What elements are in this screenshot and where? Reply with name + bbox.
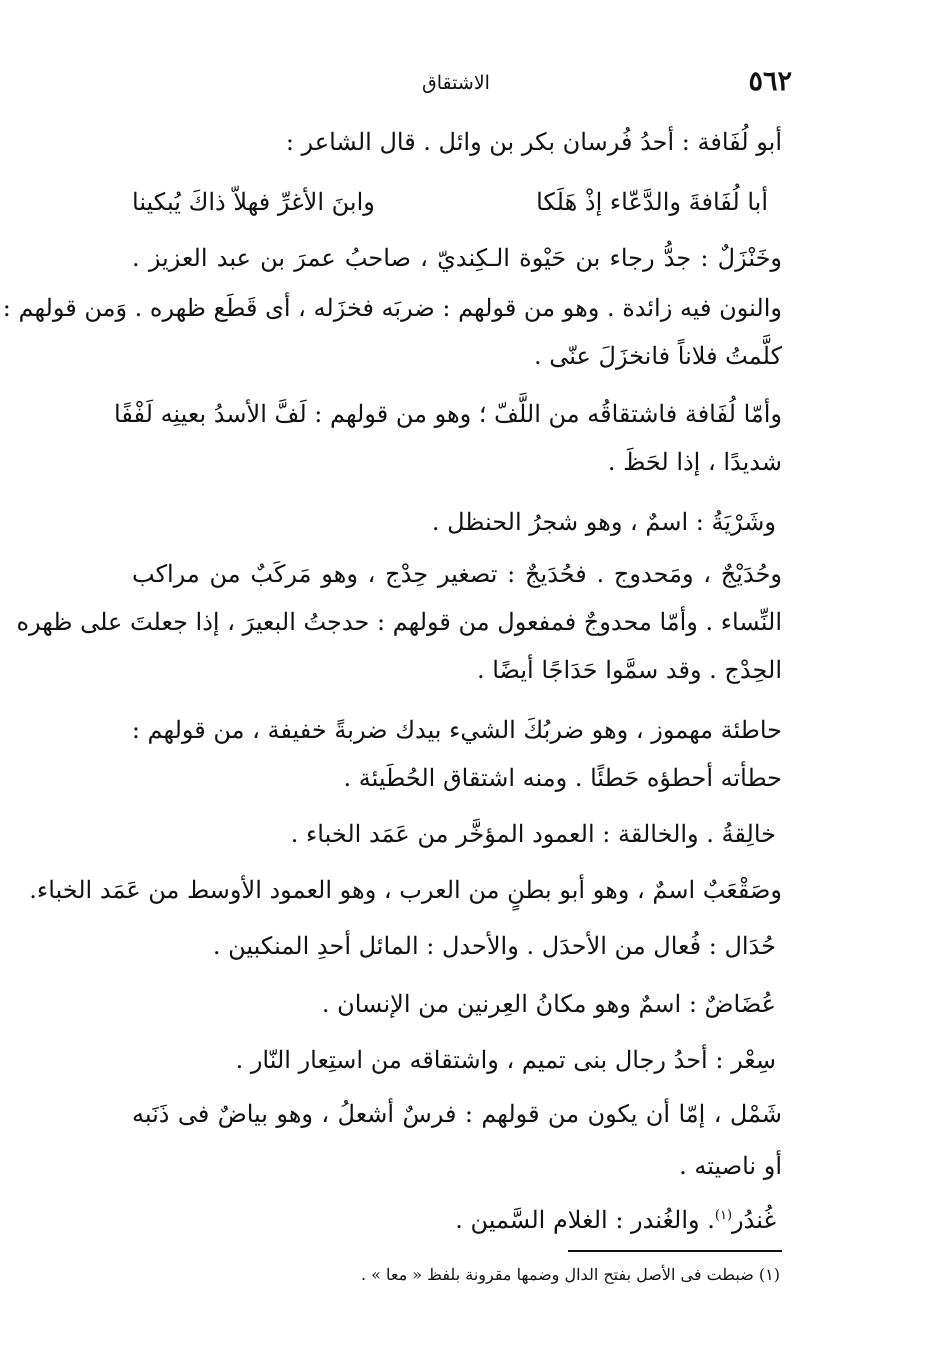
text-line: حُدَال : فُعال من الأحدَل . والأحدل : المائل أحدِ المنكبين . (212, 932, 776, 960)
page-number: ٥٦٢ (748, 66, 792, 97)
text-line: وشَرْيَةُ : اسمٌ ، وهو شجرُ الحنظل . (431, 508, 776, 536)
text-line: خالِقةُ . والخالقة : العمود المؤخَّر من عَمَد الخباء . (290, 820, 776, 848)
text-line: حطأته أحطؤه حَطئًا . ومنه اشتقاق الحُطَيئة . (343, 764, 782, 792)
text-line: أبو لُفَافة : أحدُ فُرسان بكر بن وائل . قال الشاعر : (285, 128, 782, 156)
entry-headword: غُندُر (732, 1206, 776, 1234)
text-line: وحُدَيْجٌ ، ومَحدوج . فحُدَيجٌ : تصغير حِدْج ، وهو مَركَبٌ من مراكب (132, 560, 782, 588)
poem-first-hemistich: أبا لُفَافةَ والدَّعّاء إذْ هَلَكا (536, 188, 768, 216)
poem-second-hemistich: وابنَ الأغرِّ فهلاّ ذاكَ يُبكينا (132, 188, 375, 216)
entry-definition: . والغُندر : الغلام السَّمين . (455, 1206, 715, 1234)
text-line: وخَنْزَلٌ : جدُّ رجاء بن حَيْوة الـكِنديّ ، صاحبُ عمرَ بن عبد العزيز . (132, 244, 782, 272)
text-line: الحِدْج . وقد سمَّوا حَدَاجًا أيضًا . (476, 656, 782, 684)
footnote-divider (568, 1250, 782, 1252)
text-line: أو ناصيته . (679, 1152, 782, 1180)
text-line: سِعْر : أحدُ رجال بنى تميم ، واشتقاقه من استِعار النّار . (235, 1046, 776, 1074)
text-line: كلَّمتُ فلاناً فانخزَلَ عنّى . (534, 342, 782, 370)
text-line: وصَقْعَبٌ اسمٌ ، وهو أبو بطنٍ من العرب ، وهو العمود الأوسط من عَمَد الخباء. (29, 876, 782, 904)
text-line: والنون فيه زائدة . وهو من قولهم : ضربَه فخزَله ، أى قَطَع ظهره . وَمن قولهم : (2, 294, 782, 322)
text-line: شَمْل ، إمّا أن يكون من قولهم : فرسٌ أشعلُ ، وهو بياضٌ فى ذَنَبه (132, 1100, 782, 1128)
text-line: وأمّا لُفَافة فاشتقاقُه من اللَّفّ ؛ وهو من قولهم : لَفَّ الأسدُ بعينِه لَفْفًا (114, 400, 782, 428)
text-line (132, 1192, 776, 1244)
text-line: النِّساء . وأمّا محدوجٌ فمفعول من قولهم : حدجتُ البعيرَ ، إذا جعلتَ على ظهره (16, 608, 782, 636)
footnote-reference[interactable]: (١) (714, 1208, 733, 1223)
footnote: (١) ضبطت فى الأصل بفتح الدال وضمها مقرونة بلفظ « معا » . (360, 1265, 780, 1284)
text-line: شديدًا ، إذا لحَظَ . (607, 448, 782, 476)
text-line: حاطئة مهموز ، وهو ضربُكَ الشيء بيدك ضربةً خفيفة ، من قولهم : (131, 716, 782, 744)
text-line: عُضَاضٌ : اسمٌ وهو مكانُ العِرنين من الإنسان . (321, 990, 776, 1018)
poem-verse (132, 178, 768, 226)
running-title: الاشتقاق (422, 72, 490, 94)
page-header (120, 66, 792, 106)
